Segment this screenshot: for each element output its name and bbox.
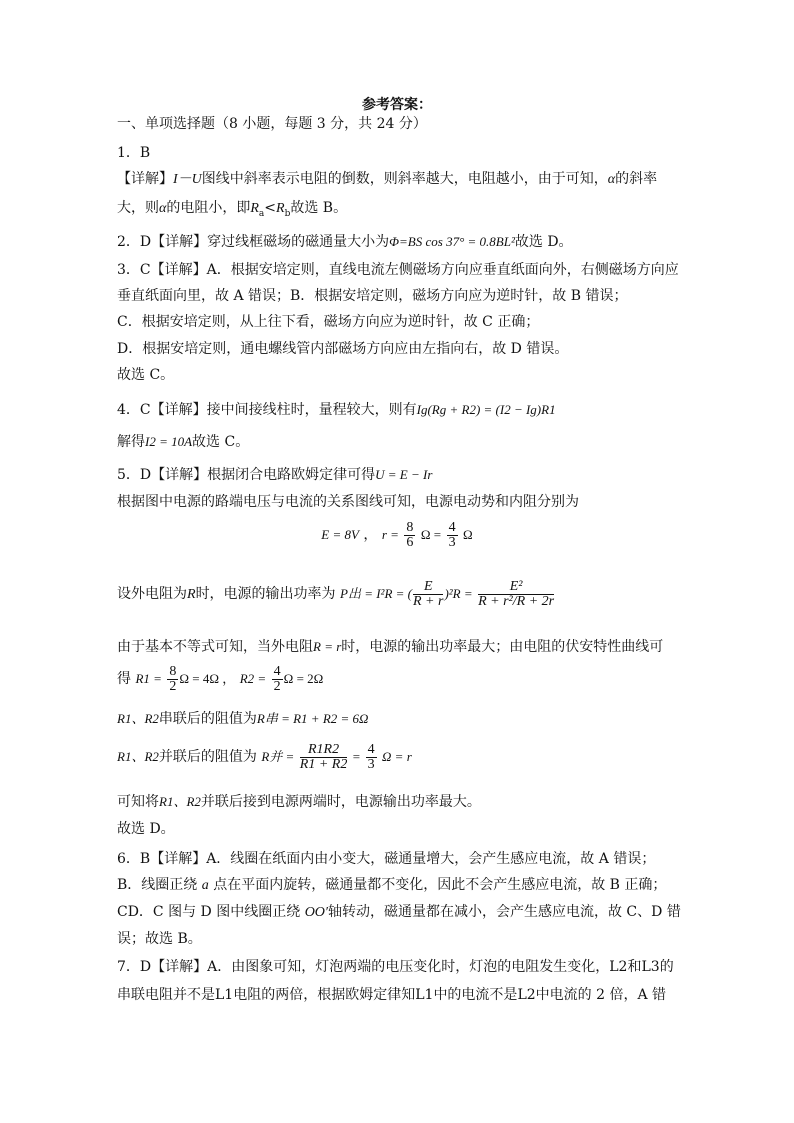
q6-line2: B．线圈正绕 a 点在平面内旋转，磁通量都不变化，因此不会产生感应电流，故 B 正确； (117, 877, 667, 893)
q4-line2: 解得I2 = 10A故选 C。 (117, 434, 250, 450)
q6-line4: 误；故选 B。 (117, 931, 202, 947)
q3-line1: 3．C【详解】A．根据安培定则，直线电流左侧磁场方向应垂直纸面向外，右侧磁场方向应 (117, 262, 679, 278)
q5-conclusion: 可知将R1、R2并联后接到电源两端时，电源输出功率最大。 (117, 794, 481, 810)
q7-line1: 7．D【详解】A．由图象可知，灯泡两端的电压变化时，灯泡的电阻发生变化，L2和L3的 (117, 959, 674, 975)
q6-line3: CD．C 图与 D 图中线圈正绕 OO′轴转动，磁通量都在减小，会产生感应电流，故 C、D 错 (117, 904, 681, 920)
q5-emf-formula: E = 8V ， r = $\frac{8}{6}$ Ω = $\frac{4}{3}$ Ω (321, 519, 473, 550)
q1-explain-line1: 【详解】I－U图线中斜率表示电阻的倒数，则斜率越大，电阻越小，由于可知，α的斜率 (117, 171, 658, 187)
q1-explain-line2: 大，则α的电阻小，即$R_a<R_b$故选 B。 (117, 200, 348, 219)
q5-line5: 由于基本不等式可知，当外电阻R = r时，电源的输出功率最大；由电阻的伏安特性曲线可 (117, 639, 664, 655)
q5-line2: 根据图中电源的路端电压与电流的关系图线可知，电源电动势和内阻分别为 (117, 494, 579, 510)
q5-line1: 5．D【详解】根据闭合电路欧姆定律可得U = E − Ir (117, 467, 433, 483)
q3-line5: 故选 C。 (117, 367, 175, 383)
section-heading: 一、单项选择题（8 小题，每题 3 分，共 24 分） (117, 116, 427, 132)
q3-line3: C．根据安培定则，从上往下看，磁场方向应为逆时针，故 C 正确； (117, 314, 540, 330)
q3-line2: 垂直纸面向里，故 A 错误；B．根据安培定则，磁场方向应为逆时针，故 B 错误； (117, 288, 628, 304)
q7-line2: 串联电阻并不是L1电阻的两倍，根据欧姆定律知L1中的电流不是L2中电流的 2 倍，A 错 (117, 987, 667, 1003)
q4-line1: 4．C【详解】接中间接线柱时，量程较大，则有Ig(Rg + R2) = (I2 − Ig)R1 (117, 402, 556, 418)
page-title: 参考答案： (362, 97, 432, 113)
q5-series-resistance: R1、R2串联后的阻值为R串 = R1 + R2 = 6Ω (117, 711, 369, 727)
q6-line1: 6．B【详解】A．线圈在纸面内由小变大，磁通量增大，会产生感应电流，故 A 错误； (117, 851, 656, 867)
q5-resistance-values: 得 R1 = $\frac{8}{2}$ Ω = 4Ω ， R2 = $\frac{4}{2}$ Ω = 2Ω (117, 663, 324, 694)
q3-line4: D．根据安培定则，通电螺线管内部磁场方向应由左指向右，故 D 错误。 (117, 341, 569, 357)
q2-answer: 2．D【详解】穿过线框磁场的磁通量大小为Φ=BS cos 37° = 0.8BL²故选 D。 (117, 234, 573, 250)
q5-parallel-resistance: R1、R2并联后的阻值为 R并 = $\frac{R1R2}{R1 + R2}$ = $\frac{4}{3}$ Ω = r (117, 741, 412, 772)
q5-power-formula: 设外电阻为R时，电源的输出功率为 P出 = I²R = ( $\frac{E}{R + r}$ )²R = $\frac{\text{E²}}{\text{R + r²/R + 2r}}$ (117, 578, 555, 609)
q1-answer: 1．B (117, 145, 151, 161)
q5-final: 故选 D。 (117, 821, 175, 837)
